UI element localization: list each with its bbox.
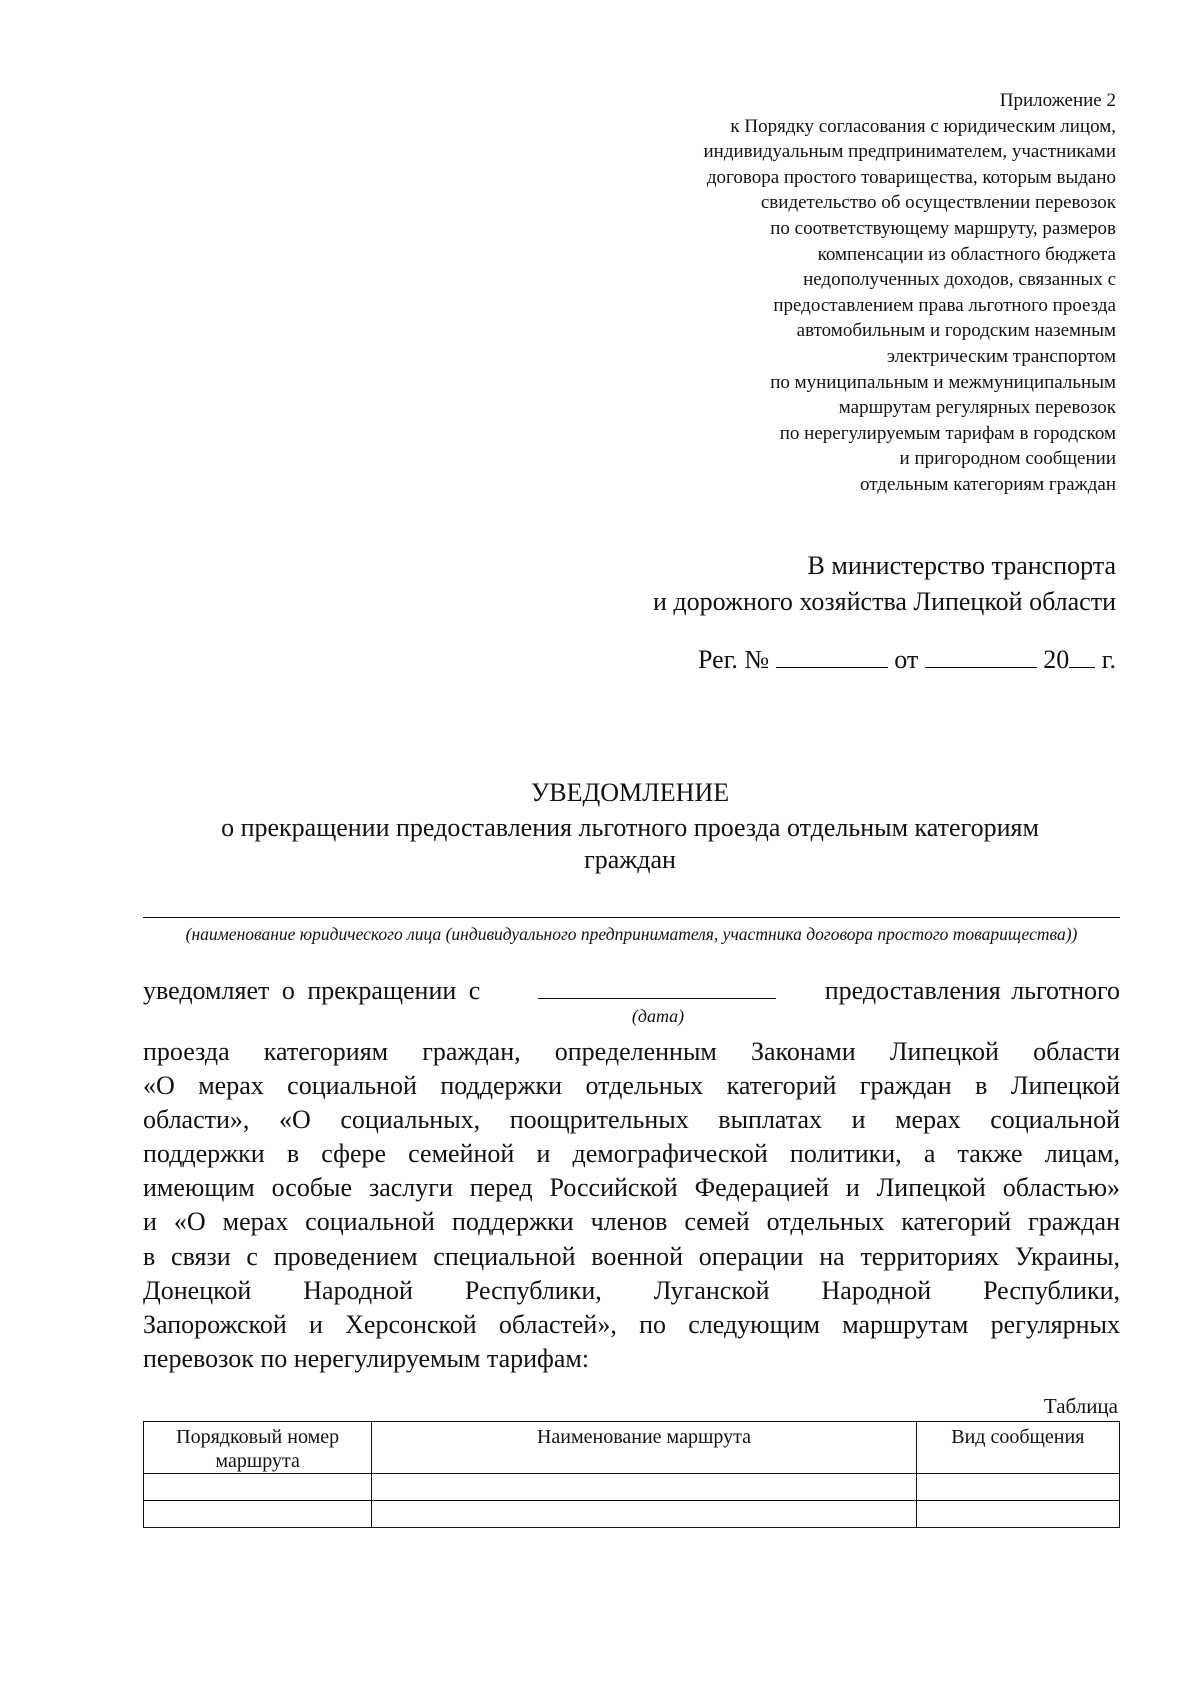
appendix-line: по соответствующему маршруту, размеров [770,217,1116,239]
table-cell[interactable] [916,1501,1119,1528]
appendix-line: к Порядку согласования с юридическим лицом, [730,115,1116,137]
recipient-block [653,548,1116,620]
body-line: и «О мерах социальной поддержки членов семей отдельных категорий граждан [143,1207,1120,1237]
body-line: Донецкой Народной Республики, Луганской Народной Республики, [143,1275,1120,1305]
recipient-line-1: В министерство транспорта [807,551,1116,580]
appendix-line: договора простого товарищества, которым выдано [706,166,1116,188]
body-line: Запорожской и Херсонской областей», по следующим маршрутам регулярных [143,1309,1120,1339]
header-route-name: Наименование маршрута [372,1422,916,1474]
appendix-line: по муниципальным и межмуниципальным [770,371,1116,393]
table-cell[interactable] [916,1474,1119,1501]
termination-date-blank[interactable] [538,998,776,999]
routes-table [143,1421,1120,1528]
body-line: в связи с проведением специальной военной операции на территориях Украины, [143,1241,1120,1271]
appendix-line: маршрутам регулярных перевозок [838,397,1116,419]
reg-number-blank[interactable] [776,645,888,668]
table-cell[interactable] [144,1474,372,1501]
body-line: перевозок по нерегулируемым тарифам: [143,1343,590,1373]
appendix-line: по нерегулируемым тарифам в городском [779,422,1116,444]
document-subtitle: о прекращении предоставления льготного проезда отдельным категориям граждан [221,813,1039,874]
document-title: УВЕДОМЛЕНИЕ [530,778,730,807]
body-line: поддержки в сфере семейной и демографической политики, а также лицам, [143,1139,1120,1169]
notify-end-text: предоставления льготного [824,976,1120,1005]
reg-year-blank[interactable] [1069,645,1095,668]
reg-from-label: от [894,645,919,674]
table-cell[interactable] [144,1501,372,1528]
notify-line [143,974,1120,1008]
table-caption: Таблица [1043,1394,1118,1418]
organization-name-blank[interactable] [143,917,1120,918]
date-caption: (дата) [631,1006,685,1026]
appendix-header [556,88,1116,498]
appendix-line: и пригородном сообщении [899,448,1116,470]
appendix-line: электрическим транспортом [886,345,1116,367]
header-service-type: Вид сообщения [916,1422,1119,1474]
recipient-line-2: и дорожного хозяйства Липецкой области [653,587,1116,616]
reg-date-blank[interactable] [925,645,1037,668]
table-cell[interactable] [372,1474,916,1501]
appendix-line: автомобильным и городским наземным [796,320,1116,342]
header-route-number: Порядковый номер маршрута [144,1422,372,1474]
body-line: «О мерах социальной поддержки отдельных категорий граждан в Липецкой [143,1071,1120,1101]
body-line: проезда категориям граждан, определенным Законами Липецкой области [143,1037,1120,1066]
table-row [144,1474,1120,1501]
reg-year-suffix: г. [1101,645,1116,674]
appendix-line: отдельным категориям граждан [860,473,1116,495]
organization-name-caption: (наименование юридического лица (индивидуального предпринимателя, участника договора простого товарищества)) [185,924,1078,944]
reg-label: Рег. № [698,645,770,674]
reg-year-prefix: 20 [1043,645,1070,674]
body-paragraph [143,1035,1120,1376]
appendix-line: недополученных доходов, связанных с [803,269,1116,291]
appendix-line: индивидуальным предпринимателем, участниками [703,141,1116,163]
appendix-line: свидетельство об осуществлении перевозок [760,192,1116,214]
appendix-line: предоставлением права льготного проезда [773,294,1116,316]
appendix-line: Приложение 2 [999,90,1116,111]
notify-start-text: уведомляет о прекращении с [143,976,481,1005]
table-header-row [144,1422,1120,1474]
body-line: имеющим особые заслуги перед Российской Федерацией и Липецкой областью» [143,1173,1120,1203]
appendix-line: компенсации из областного бюджета [817,243,1116,265]
table-row [144,1501,1120,1528]
body-line: области», «О социальных, поощрительных выплатах и мерах социальной [143,1105,1120,1135]
registration-line [698,645,1116,675]
table-cell[interactable] [372,1501,916,1528]
